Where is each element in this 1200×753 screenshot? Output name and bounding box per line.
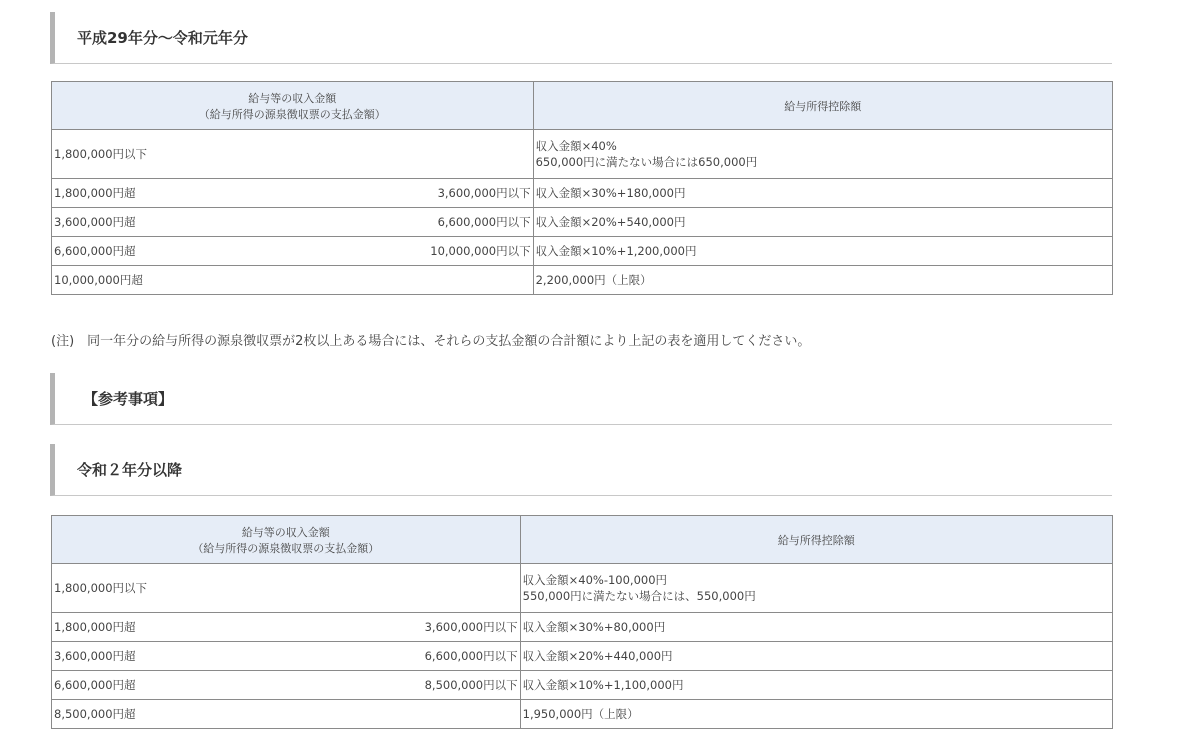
header-line: （給与所得の源泉徴収票の支払金額） [198,107,386,121]
table-header-row [52,82,1113,130]
income-amount-header [52,516,521,564]
table-row [52,130,1113,179]
income-range-cell [52,237,534,266]
deduction-cell: 収入金額×20%+440,000円 [520,642,1112,671]
range-to: 10,000,000円以下 [430,244,531,258]
deduction-line: 650,000円に満たない場合には650,000円 [535,155,758,169]
table-header-row [52,516,1113,564]
range-from: 1,800,000円超 [54,620,136,634]
range-to: 8,500,000円以下 [424,678,518,692]
deduction-cell: 収入金額×30%+80,000円 [520,613,1112,642]
range-to: 3,600,000円以下 [424,620,518,634]
income-amount-header [52,82,534,130]
income-range-cell [52,671,521,700]
section-heading-text: 平成29年分～令和元年分 [77,29,248,47]
section-heading-h29-r1 [50,12,1112,64]
deduction-cell [533,130,1112,179]
deduction-table-r2 [51,515,1113,729]
deduction-cell [520,564,1112,613]
header-line: （給与所得の源泉徴収票の支払金額） [192,541,380,555]
table-row [52,642,1113,671]
table-note: (注) 同一年分の給与所得の源泉徴収票が2枚以上ある場合には、それらの支払金額の合計額により上記の表を適用してください。 [51,334,811,349]
table-row [52,671,1113,700]
table-row [52,179,1113,208]
table-row [52,208,1113,237]
range-from: 1,800,000円以下 [54,581,148,595]
range-from: 3,600,000円超 [54,649,136,663]
range-from: 10,000,000円超 [54,273,143,287]
range-to: 6,600,000円以下 [424,649,518,663]
range-from: 1,800,000円超 [54,186,136,200]
deduction-line: 収入金額×40% [535,139,617,153]
deduction-line: 550,000円に満たない場合には、550,000円 [522,589,756,603]
income-range-cell [52,642,521,671]
range-from: 8,500,000円超 [54,707,136,721]
deduction-line: 収入金額×40%-100,000円 [522,573,668,587]
deduction-cell: 収入金額×20%+540,000円 [533,208,1112,237]
income-range-cell [52,700,521,729]
deduction-cell: 収入金額×10%+1,200,000円 [533,237,1112,266]
range-from: 1,800,000円以下 [54,147,148,161]
income-range-cell [52,130,534,179]
section-heading-r2 [50,444,1112,496]
table-row [52,266,1113,295]
deduction-header: 給与所得控除額 [533,82,1112,130]
table-row [52,237,1113,266]
header-line: 給与等の収入金額 [248,91,337,105]
range-from: 6,600,000円超 [54,244,136,258]
deduction-cell: 2,200,000円（上限） [533,266,1112,295]
range-to: 6,600,000円以下 [437,215,531,229]
deduction-cell: 収入金額×10%+1,100,000円 [520,671,1112,700]
reference-heading-text: 【参考事項】 [83,390,174,408]
reference-heading [50,373,1112,425]
range-to: 3,600,000円以下 [437,186,531,200]
table-row [52,700,1113,729]
income-range-cell [52,179,534,208]
income-range-cell [52,613,521,642]
range-from: 6,600,000円超 [54,678,136,692]
deduction-table-h29-r1 [51,81,1113,295]
header-line: 給与等の収入金額 [241,525,330,539]
income-range-cell [52,266,534,295]
table-row [52,564,1113,613]
range-from: 3,600,000円超 [54,215,136,229]
deduction-cell: 1,950,000円（上限） [520,700,1112,729]
section-heading-text: 令和２年分以降 [77,461,183,479]
deduction-header: 給与所得控除額 [520,516,1112,564]
income-range-cell [52,208,534,237]
income-range-cell [52,564,521,613]
table-row [52,613,1113,642]
deduction-cell: 収入金額×30%+180,000円 [533,179,1112,208]
